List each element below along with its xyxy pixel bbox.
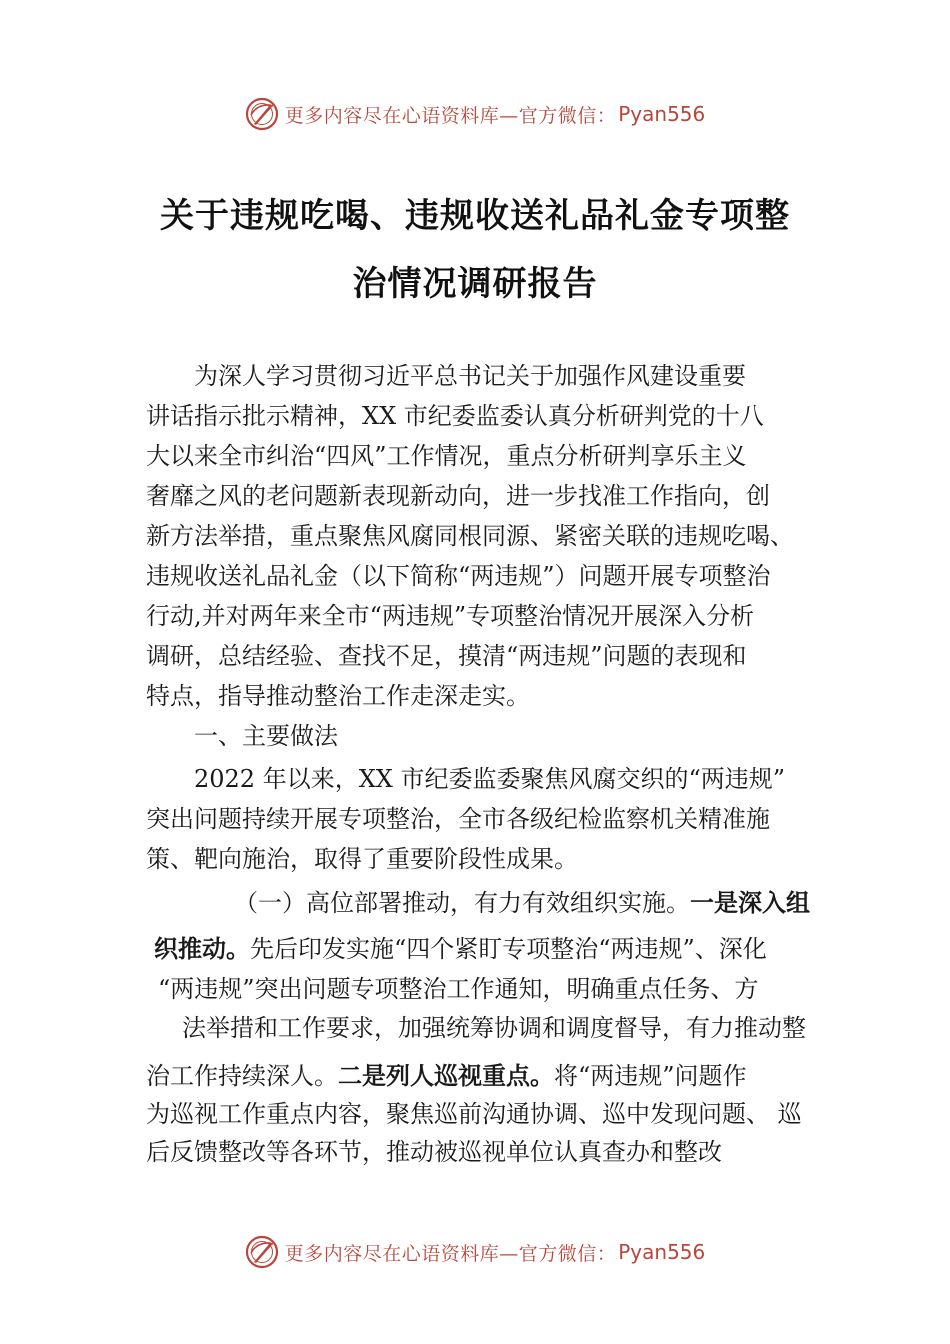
body-text: 治工作持续深人。	[146, 1062, 338, 1090]
quill-seal-logo-icon	[245, 97, 279, 131]
paragraph-1-line: 违规收送礼品礼金（以下简称“两违规”）问题开展专项整治	[146, 562, 771, 590]
quill-seal-logo-icon	[245, 1235, 279, 1269]
paragraph-2-line: 2022 年以来，XX 市纪委监委聚焦风腐交织的“两违规”	[194, 765, 786, 793]
body-text: 先后印发实施“四个紧盯专项整治“两违规”、深化	[250, 935, 767, 963]
subsection-heading: （一）高位部署推动，有力有效组织实施。	[234, 889, 690, 917]
paragraph-1-line: 调研，总结经验、查找不足，摸清“两违规”问题的表现和	[146, 642, 747, 670]
paragraph-3-line: 法举措和工作要求，加强统筹协调和调度督导，有力推动整	[182, 1014, 806, 1042]
bold-phrase: 一是深入组	[690, 889, 810, 917]
header-banner	[0, 94, 950, 134]
bold-phrase: 织推动。	[154, 935, 250, 963]
paragraph-3-line	[234, 888, 810, 918]
body-text: 将“两违规”问题作	[554, 1062, 747, 1090]
paragraph-1-line: 特点，指导推动整治工作走深走实。	[146, 682, 530, 710]
paragraph-3-line: 后反馈整改等各环节，推动被巡视单位认真查办和整改	[146, 1138, 722, 1166]
paragraph-1-line: 讲话指示批示精神，XX 市纪委监委认真分析研判党的十八	[146, 402, 764, 430]
banner-text: 更多内容尽在心语资料库—官方微信：	[284, 1242, 617, 1265]
paragraph-3-line	[146, 1061, 747, 1091]
document-title-line-1: 关于违规吃喝、违规收送礼品礼金专项整	[160, 196, 790, 236]
paragraph-1-line: 新方法举措，重点聚焦风腐同根同源、紧密关联的违规吃喝、	[146, 522, 794, 550]
paragraph-1-line: 奢靡之风的老问题新表现新动向，进一步找准工作指向，创	[146, 482, 770, 510]
paragraph-3-line: 为巡视工作重点内容，聚焦巡前沟通协调、巡中发现问题、 巡	[146, 1100, 802, 1128]
banner-wechat-id: Pyan556	[618, 1240, 706, 1264]
section-heading: 一、主要做法	[194, 722, 338, 750]
paragraph-1-line: 行动,并对两年来全市“两违规”专项整治情况开展深入分析	[146, 602, 755, 630]
paragraph-2-line: 突出问题持续开展专项整治，全市各级纪检监察机关精准施	[146, 805, 770, 833]
banner-wechat-id: Pyan556	[618, 102, 706, 126]
bold-phrase: 二是列人巡视重点。	[338, 1062, 554, 1090]
paragraph-3-line	[154, 934, 767, 964]
banner-text: 更多内容尽在心语资料库—官方微信：	[284, 104, 617, 127]
footer-banner	[0, 1232, 950, 1272]
paragraph-1-line: 为深人学习贯彻习近平总书记关于加强作风建设重要	[194, 362, 746, 390]
document-title-line-2: 治情况调研报告	[352, 264, 598, 304]
paragraph-1-line: 大以来全市纠治“四风”工作情况，重点分析研判享乐主义	[146, 442, 747, 470]
paragraph-2-line: 策、靶向施治，取得了重要阶段性成果。	[146, 845, 578, 873]
paragraph-3-line: “两违规”突出问题专项整治工作通知，明确重点任务、方	[158, 975, 759, 1003]
